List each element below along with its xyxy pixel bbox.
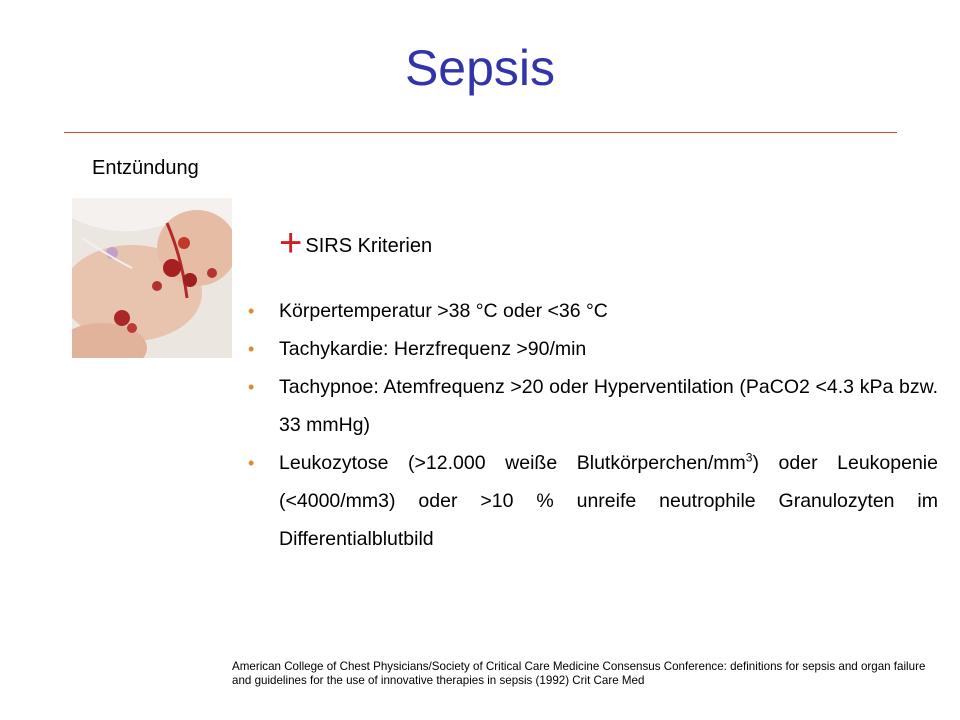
criterion-text-part: Leukozytose (>12.000 weiße Blutkörperchen/mm <box>279 452 746 474</box>
list-item <box>248 444 938 558</box>
infant-photo <box>72 198 232 358</box>
bullet-icon: • <box>248 453 255 473</box>
title-divider <box>64 132 897 133</box>
bullet-icon: • <box>248 339 255 359</box>
slide-title: Sepsis <box>404 40 556 96</box>
criterion-text: Tachykardie: Herzfrequenz >90/min <box>279 338 587 360</box>
sirs-heading <box>279 218 432 271</box>
list-item <box>248 368 938 444</box>
slide-subtitle: Entzündung <box>92 157 199 179</box>
criterion-text: Körpertemperatur >38 °C oder <36 °C <box>279 300 608 322</box>
plus-icon: + <box>279 221 303 265</box>
reference-citation: American College of Chest Physicians/Society of Critical Care Medicine Consensus Conference: definitions for sepsis and organ failure and guidelines for the use of innovative therapies in sepsis (1992) Crit Care Med <box>232 660 926 687</box>
sirs-criteria-list <box>248 292 938 558</box>
sirs-label: SIRS Kriterien <box>305 235 433 257</box>
list-item <box>248 330 938 368</box>
superscript: 3 <box>745 450 753 465</box>
criterion-text: Tachypnoe: Atemfrequenz >20 oder Hyperventilation (PaCO2 <4.3 kPa bzw. 33 mmHg) <box>279 376 938 436</box>
criterion-text-part: ) oder Leukopenie (<4000/mm3) oder >10 % unreife neutrophile Granulozyten im Differentialblutbild <box>279 452 938 550</box>
bullet-icon: • <box>248 377 255 397</box>
list-item <box>248 292 938 330</box>
bullet-icon: • <box>248 301 255 321</box>
